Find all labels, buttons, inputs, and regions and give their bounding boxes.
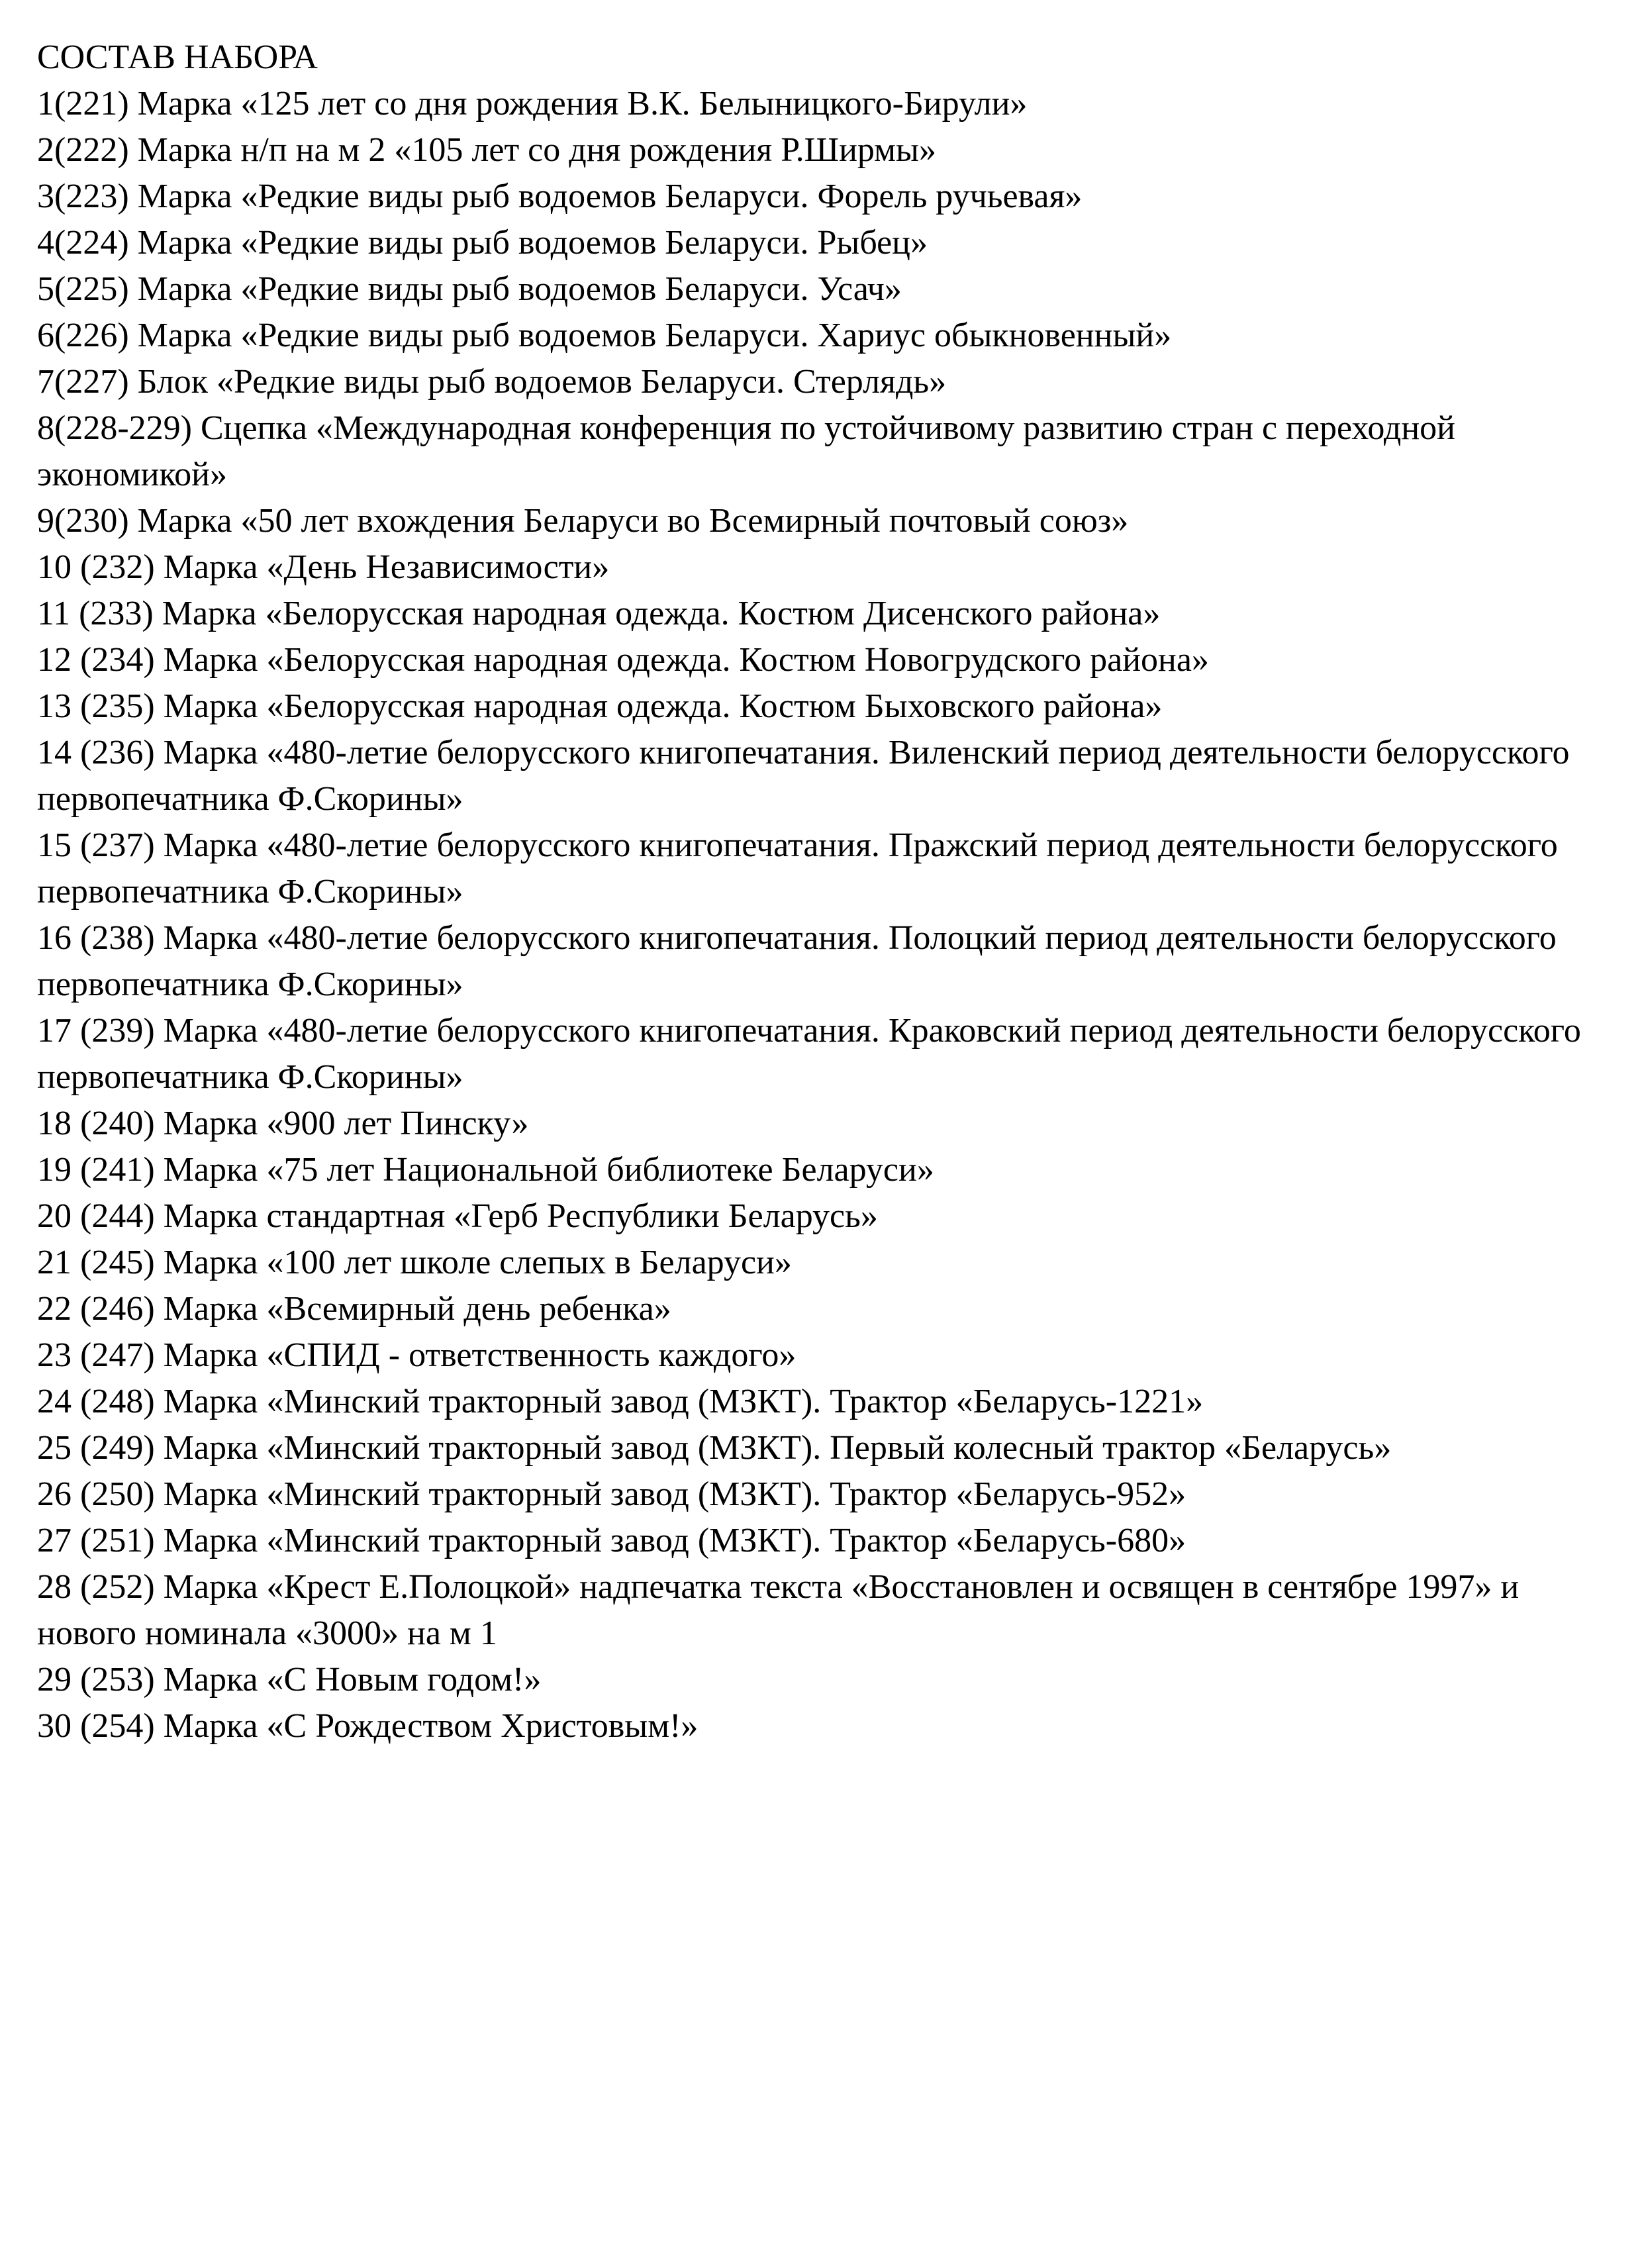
list-item: 29 (253) Марка «С Новым годом!» — [37, 1661, 542, 1699]
list-item: 11 (233) Марка «Белорусская народная одежда. Костюм Дисенского района» — [37, 595, 1161, 632]
list-item: 9(230) Марка «50 лет вхождения Беларуси во Всемирный почтовый союз» — [37, 502, 1129, 540]
item-list — [37, 81, 1606, 1750]
list-item: 22 (246) Марка «Всемирный день ребенка» — [37, 1290, 671, 1328]
list-item: 20 (244) Марка стандартная «Герб Республики Беларусь» — [37, 1197, 878, 1235]
list-item: 28 (252) Марка «Крест Е.Полоцкой» надпечатка текста «Восстановлен и освящен в сентябре 1997» и нового номинала «3000» на м 1 — [37, 1568, 1520, 1652]
list-item: 5(225) Марка «Редкие виды рыб водоемов Беларуси. Усач» — [37, 270, 902, 308]
document-title: СОСТАВ НАБОРА — [37, 38, 318, 76]
list-item: 10 (232) Марка «День Независимости» — [37, 548, 610, 586]
list-item: 2(222) Марка н/п на м 2 «105 лет со дня рождения Р.Ширмы» — [37, 131, 936, 169]
list-item: 21 (245) Марка «100 лет школе слепых в Беларуси» — [37, 1244, 792, 1281]
list-item: 19 (241) Марка «75 лет Национальной библиотеке Беларуси» — [37, 1151, 934, 1189]
list-item: 30 (254) Марка «С Рождеством Христовым!» — [37, 1707, 699, 1745]
list-item: 23 (247) Марка «СПИД - ответственность каждого» — [37, 1336, 797, 1374]
list-item: 27 (251) Марка «Минский тракторный завод (МЗКТ). Трактор «Беларусь-680» — [37, 1522, 1186, 1559]
list-item: 4(224) Марка «Редкие виды рыб водоемов Беларуси. Рыбец» — [37, 224, 928, 262]
list-item: 12 (234) Марка «Белорусская народная одежда. Костюм Новогрудского района» — [37, 641, 1209, 679]
list-item: 25 (249) Марка «Минский тракторный завод (МЗКТ). Первый колесный трактор «Беларусь» — [37, 1429, 1392, 1467]
list-item: 6(226) Марка «Редкие виды рыб водоемов Беларуси. Хариус обыкновенный» — [37, 317, 1172, 354]
list-item: 18 (240) Марка «900 лет Пинску» — [37, 1105, 529, 1142]
list-item: 17 (239) Марка «480-летие белорусского книгопечатания. Краковский период деятельности белорусского первопечатника Ф.Скорины» — [37, 1012, 1581, 1096]
list-item: 26 (250) Марка «Минский тракторный завод (МЗКТ). Трактор «Беларусь-952» — [37, 1475, 1186, 1513]
list-item: 15 (237) Марка «480-летие белорусского книгопечатания. Пражский период деятельности белорусского первопечатника Ф.Скорины» — [37, 826, 1558, 911]
list-item: 24 (248) Марка «Минский тракторный завод (МЗКТ). Трактор «Беларусь-1221» — [37, 1383, 1204, 1420]
list-item: 8(228-229) Сцепка «Международная конференция по устойчивому развитию стран с переходной экономикой» — [37, 409, 1455, 493]
list-item: 14 (236) Марка «480-летие белорусского книгопечатания. Виленский период деятельности белорусского первопечатника Ф.Скорины» — [37, 734, 1570, 818]
document-page — [37, 34, 1606, 1750]
list-item: 3(223) Марка «Редкие виды рыб водоемов Беларуси. Форель ручьевая» — [37, 177, 1083, 215]
list-item: 1(221) Марка «125 лет со дня рождения В.К. Белыницкого-Бирули» — [37, 85, 1028, 123]
list-item: 16 (238) Марка «480-летие белорусского книгопечатания. Полоцкий период деятельности белорусского первопечатника Ф.Скорины» — [37, 919, 1557, 1003]
list-item: 13 (235) Марка «Белорусская народная одежда. Костюм Быховского района» — [37, 687, 1163, 725]
list-item: 7(227) Блок «Редкие виды рыб водоемов Беларуси. Стерлядь» — [37, 363, 947, 401]
